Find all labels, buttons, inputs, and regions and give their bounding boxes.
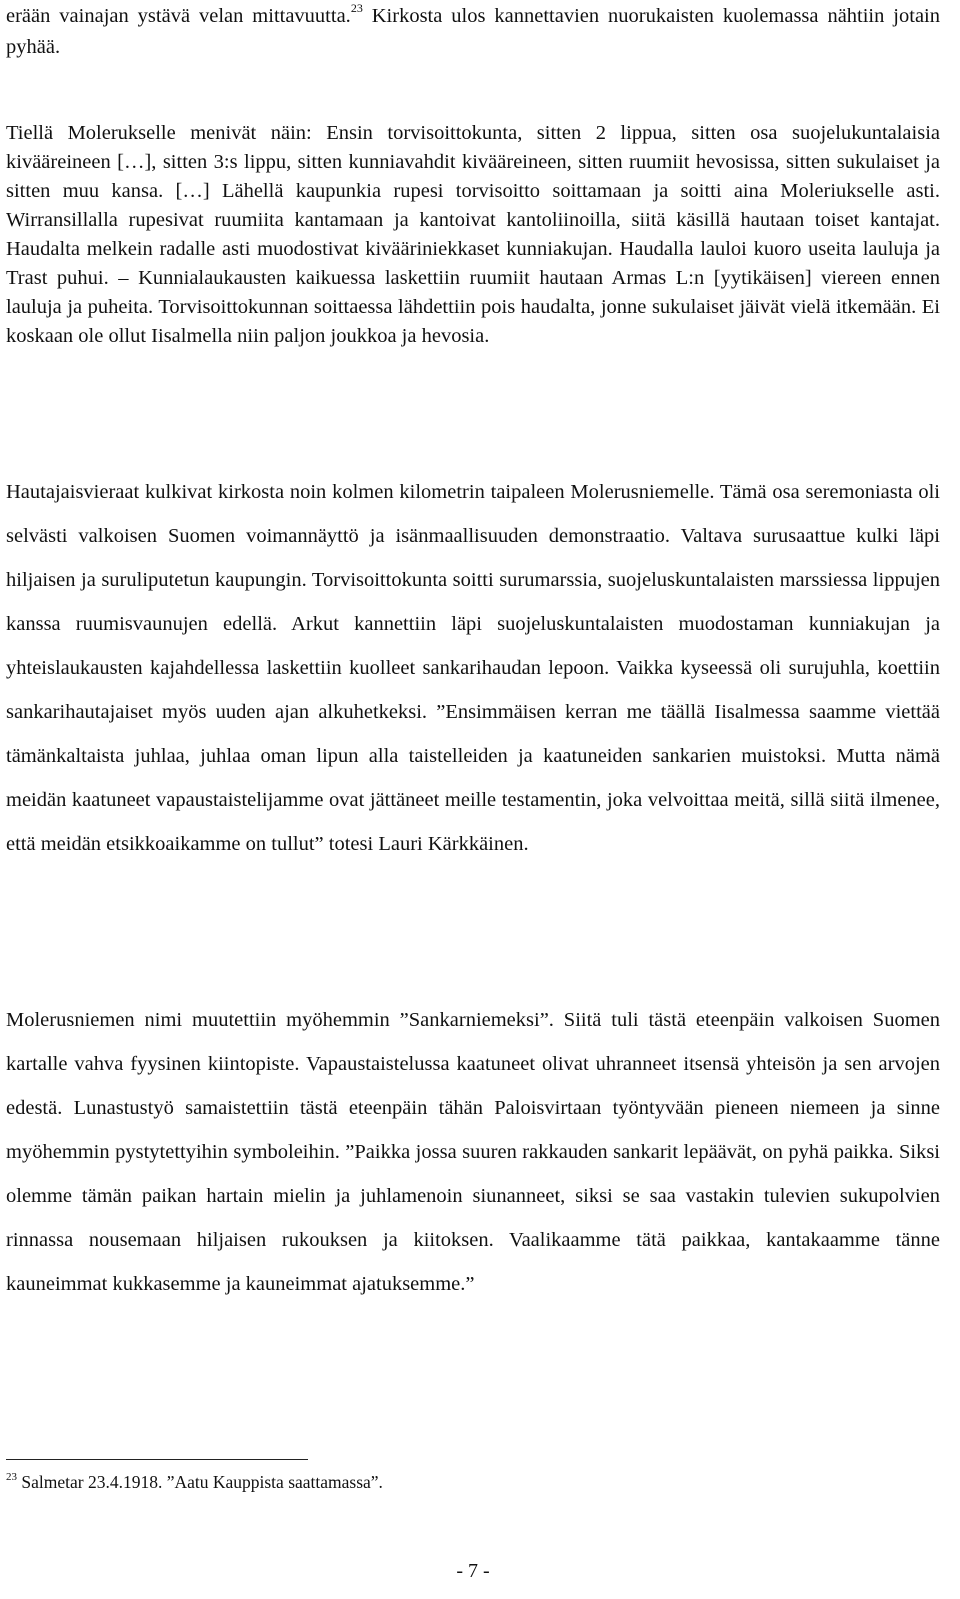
quote-continuation-text <box>6 2 940 62</box>
block-quote-paragraph: Tiellä Molerukselle menivät näin: Ensin torvisoittokunta, sitten 2 lippua, sitten osa suojelukuntalaisia kivääreineen […], sitten 3:s lippu, sitten kunniavahdit kivääreineen, sitten ruumiit hevosissa, sitten sukulaiset ja sitten muu kansa. […] Lähellä kaupunkia rupesi torvisoitto soittamaan ja soitti aina Moleriukselle asti. Wirransillalla rupesivat ruumiita kantamaan ja kantoivat kantoliinoilla, siitä käsillä hautaan toiset kantajat. Haudalta melkein radalle asti muodostivat kivääriniekkaset kunniakujan. Haudalla lauloi kuoro useita lauluja ja Trast puhui. – Kunnialaukausten kaikuessa laskettiin ruumiit hautaan Armas L:n [yytikäisen] viereen ennen lauluja ja puheita. Torvisoittokunnan soittaessa lähdettiin pois haudalta, jonne sukulaiset jäivät vielä itkemään. Ei koskaan ole ollut Iisalmella niin paljon joukkoa ja hevosia. <box>6 122 940 347</box>
page-number: - 7 - <box>456 1560 490 1582</box>
quote-text-before-ref: erään vainajan ystävä velan mittavuutta. <box>6 5 351 27</box>
body-paragraph-2: Molerusniemen nimi muutettiin myöhemmin ”Sankarniemeksi”. Siitä tuli tästä eteenpäin valkoisen Suomen kartalle vahva fyysinen kiintopiste. Vapaustaistelussa kaatuneet olivat uhranneet itsensä yhteisön ja sen arvojen edestä. Lunastustyö samaistettiin tästä eteenpäin tähän Paloisvirtaan työntyvään pieneen niemeen ja sinne myöhemmin pystytettyihin symboleihin. ”Paikka jossa suuren rakkauden sankarit lepäävät, on pyhä paikka. Siksi olemme tämän paikan hartain mielin ja juhlamenoin siunanneet, siksi se saa vastakin tulevien sukupolvien rinnassa nousemaan hiljaisen rukouksen ja kiitoksen. Vaalikaamme tätä paikkaa, kantakaamme tänne kauneimmat kukkasemme ja kauneimmat ajatuksemme.” <box>6 1009 940 1295</box>
body-paragraph-1: Hautajaisvieraat kulkivat kirkosta noin kolmen kilometrin taipaleen Molerusniemelle. Tämä osa seremoniasta oli selvästi valkoisen Suomen voimannäyttö ja isänmaallisuuden demonstraatio. Valtava surusaattue kulki läpi hiljaisen ja suruliputetun kaupungin. Torvisoittokunta soitti surumarssia, suojeluskuntalaisten marssiessa lippujen kanssa ruumisvaunujen edellä. Arkut kannettiin läpi suojeluskuntalaisten muodostaman kunniakujan ja yhteislaukausten kajahdellessa laskettiin kuolleet sankarihaudan lepoon. Vaikka kyseessä oli surujuhla, koettiin sankarihautajaiset myös uuden ajan alkuhetkeksi. ”Ensimmäisen kerran me täällä Iisalmessa saamme viettää tämänkaltaista juhlaa, juhlaa oman lipun alla taistelleiden ja kaatuneiden sankarien muistoksi. Mutta nämä meidän kaatuneet vapaustaistelijamme ovat jättäneet meille testamentin, joka velvoittaa meitä, sillä siitä ilmenee, että meidän etsikkoaikamme on tullut” totesi Lauri Kärkkäinen. <box>6 481 940 855</box>
footnote-separator <box>6 1459 308 1460</box>
footnote <box>6 1470 383 1497</box>
quote-text-after-ref: Kirkosta ulos kannettavien nuorukaisten kuolemassa nähtiin jotain pyhää. <box>6 5 940 58</box>
block-quote-continuation <box>6 2 940 62</box>
footnote-number: 23 <box>6 1471 17 1483</box>
footnote-text: Salmetar 23.4.1918. ”Aatu Kauppista saattamassa”. <box>17 1472 383 1492</box>
footnote-reference: 23 <box>350 1 363 15</box>
block-quote <box>6 119 940 351</box>
